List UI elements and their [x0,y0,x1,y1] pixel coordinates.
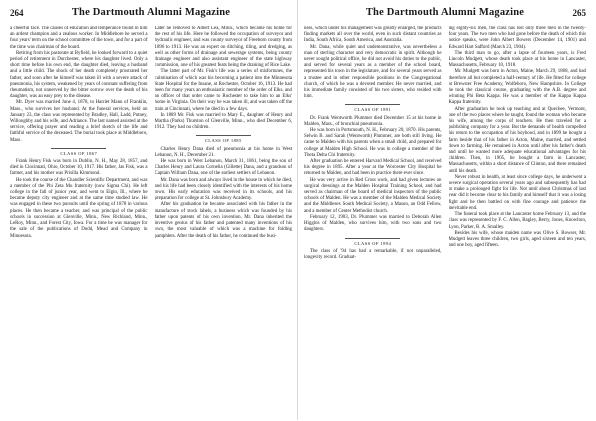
article-paragraph: ness, which under his management was greatly enlarged, the products finding markets all over the world, even in such distant countries as India, South Africa, South America, and Australia. [304,26,442,44]
right-page-header [304,8,586,22]
article-paragraph: Mr. Dana, while quiet and undemonstrative, was nevertheless a man of sterling character and very democratic in spirit. Although he never sought political office, he did not avoid his duties to the public, and served for several years as a member of the school board, represented his town in the legislature, and for several years served as a trustee and in other responsible positions in the Congregational church, of which he was a devoted member. He never married, and his immediate family consisted of his two sisters, who resided with him. [304,44,442,100]
article-paragraph: Frank Henry Fisk was born in Dublin, N. H., May 28, 1857, and died in Cincinnati, Ohio, October 10, 1917. His father, Jas Fisk, was a farmer, and his mother was Prisilla Kimmond. [10,159,148,177]
article-paragraph: Later he removed to Albert Lea, Minn., which became his home for the rest of his life. Here he followed the occupation of surveyor and hydraulic engineer, and was county surveyor of Freeborn county from 1896 to 1913. He was an expert on ditching, tiling, and dredging, as well as other forms of drainage and sewerage systems, being county drainage engineer and also assistant engineer of the state highway commission, one of his greatest feats being the draining of Rice Lake. [154,26,292,69]
left-page-number: 264 [10,8,24,18]
right-running-title: The Dartmouth Alumni Magazine [365,7,525,18]
article-paragraph: He was born in Portsmouth, N. H., February 20, 1870. His parents, Selwin B. and Sarah (Wentworth) Plummer, are both still living. He came to Malden with his parents when a small child, and prepared for college at Malden High School. He was in college a member of the Theta Delta Chi fraternity. [304,128,442,158]
section-divider [345,238,400,239]
article-paragraph: a cheerful face. The causes of education and temperance found in him an ardent champion and a zealous worker. In Middlebore he served a four years' term on the school committee of the town, and for a part of the time was chairman of the board. [10,26,148,50]
article-paragraph: In 1889 Mr. Fisk was married to Mary E., daughter of Henry and Martha (Parks) Thurston of Glenville, Minn., who died December 6, 1912. They had no children. [154,112,292,131]
article-paragraph: He was born in West Lebanon, March 31, 1861, being the son of Charles Henry and Laura Cornelia (Gillette) Dana, and a grandson of Captain William Dana, one of the earliest settlers of Lebanon. [154,159,292,177]
article-paragraph: After graduation he took up teaching and at Quechee, Vermont, one of the two places where he taught, found the woman who became his wife, among the corps of teachers. He then traveled for a publishing company for a year. But the demands of health compelled his return to the occupation of his boyhood, and in 1899 he bought a farm beside that of his father in Acton, Maine, married, and settled down to farming. He remained in Acton until after his father's death and until he wanted more adequate educational advantages for his children. Then, in 1905, he bought a farm in Lancaster, Massachusetts, within a short distance of Clinton, and there remained until his death. [448,106,586,174]
class-heading: CLASS OF 1867 [60,150,98,156]
article-paragraph: The class of '94 has had a remarkable, if not unparalleled, longevity record. Graduat- [304,248,442,260]
left-page-header [10,8,292,22]
left-column-1 [10,26,148,421]
article-paragraph: ing eighty-six men, the class has lost only three men in the twenty-four years. The two men who had gone before the death of which this notice speaks, were John Albert Bowers (December 14, 1901) and Edward Hart Safford (March 23, 1904). [448,26,586,50]
section-divider [51,148,106,149]
article-paragraph: Mr. Dana was born and always lived in the house in which he died, and his life had been closely identified with the interests of his home town. His early education was received in its schools, and his preparation for college at St. Johnsbury Academy. [154,177,292,202]
article-paragraph: The funeral took place at the Lancaster home February 13, and the class was represented by F. C. Allen, Bagley, Berry, Jones, Knowlton, Lyon, Parker, B. A. Smalley. [448,212,586,230]
class-heading: CLASS OF 1891 [354,107,392,113]
article-paragraph: The third man to go, after a lapse of fourteen years, is Fred Lincoln Mudgett, whose death took place at his home in Lancaster, Massachusetts, February 10, 1918. [448,50,586,69]
right-page [298,0,596,420]
article-paragraph: Mr. Mudgett was born in Acton, Maine, March 29, 1868, and had therefore all but completed a half-century of life. He fitted for college at Brewster Free Academy, Wolfeboro, New Hampshire. In College he took the classical course, graduating with the A.B. degree and winning Phi Beta Kappa. He was a member of the Kappa Kappa Kappa fraternity. [448,69,586,106]
article-paragraph: Retiring from his pastorate at Byfield, he looked forward to a quiet period of retirement in Dorchester, where his daughter lived. Only a short time before his own end, the daughter died, leaving a husband and a little child. The shock of her death completely prostrated her father, and soon after he himself was taken ill with a severe attack of pneumonia, his system, weakened by years of constant suffering from rheumatism, not unnerved by the bitter sorrow over the death of his daughter, was an easy prey to the disease. [10,50,148,100]
right-page-number: 265 [572,8,586,18]
right-columns [304,26,586,421]
left-page [0,0,298,420]
right-column-1 [304,26,442,421]
article-paragraph: Mr. Dyer was married June 4, 1878, to Harriet Mann of Franklin, Mass., who survives her husband. At the funeral services, held on January 23, the class was represented by Bradley, Hall, Ladd, Putney, Willoughby and his wife, and Adriance. The last named assisted at the service, offering prayer and reading a brief sketch of the life and faithful service of the deceased. The burial took place at Middleboro, Mass. [10,100,148,143]
left-running-title: The Dartmouth Alumni Magazine [71,7,231,18]
class-heading: CLASS OF 1885 [204,138,242,144]
article-paragraph: He was very active in Red Cross work, and had given lectures on surgical dressings at the Malden Hospital Training School, and had served as chairman of the board of medical inspectors of the public schools of Malden. He was a member of the Malden Medical Society and the Middlesex South Medical Society, a Mason, an Odd Fellow, and a member of Center Methodist church. [304,177,442,214]
article-paragraph: February 12, 1903, Dr. Plummer was married to Deborah Allen Higgins of Malden, who survives him, with two sons and two daughters. [304,214,442,233]
section-divider [345,104,400,105]
article-paragraph: The latter part of Mr. Fisk's life was a series of misfortunes, the culmination of which was his becoming a patient into the Minnesota State Hospital for the Insane, at Rochester, October 16, 1913. He had been for many years an enthusiastic member of the order of Elks, and an officer of that order came to Rochester to take him to an Elks' home in Virginia. On their way he was taken ill, and was taken off the train at Cincinnati, where he died in a few days. [154,69,292,112]
article-paragraph: He took the course of the Chandler Scientific Department, and was a member of the Phi Zeta Mu fraternity (now Sigma Chi). He left college in the fall of junior year, and went to Elgin, Ill., where he became deputy city engineer and at the same time studied law. He was engaged in these two pursuits until the spring of 1878 in various places. He then became a teacher, and was principal of the public schools in succession at Glenville, Minn., New Richland, Minn., LeRoy, Minn., and Forest City, Iowa. For a time he was manager for the sale of the publications of Dodd, Mead and Company in Minnesota. [10,177,148,239]
article-paragraph: After his graduation he became associated with his father in the manufacture of stock labels, a business which was founded by his father upon patents of his own invention. Mr. Dana inherited the inventive genius of his father and patented many inventions of his own, the most valuable of which was a machine for folding pamphlets. After the death of his father, he continued the busi- [154,202,292,239]
article-paragraph: Charles Henry Dana died of pneumonia at his home in West Lebanon, N. H., December 21. [154,146,292,158]
article-paragraph: Dr. Frank Wentworth Plummer died December 15 at his home in Malden, Mass., of bronchial pneumonia. [304,115,442,127]
article-paragraph: After graduation he entered Harvard Medical School, and received his degree in 1895. After a year at the Worcester City Hospital he returned to Malden, and had been in practice there ever since. [304,159,442,177]
article-paragraph: Never robust in health, at least since college days, he underwent a severe surgical operation several years ago and subsequently has had to make a prolonged fight for life. Not until about Christmas of last year did it become clear to his family and himself that it was a losing fight and he then battled on with fine courage and patience the inevitable end. [448,174,586,211]
article-paragraph: Besides his wife, whose maiden name was Olive S. Bowser, Mr. Mudgett leaves three children, two girls, aged sixteen and ten years, and one boy, aged fifteen. [448,230,586,249]
class-heading: CLASS OF 1894 [354,240,392,246]
right-column-2 [449,26,587,421]
left-column-2 [155,26,293,421]
section-divider [196,135,251,136]
left-columns [10,26,292,421]
